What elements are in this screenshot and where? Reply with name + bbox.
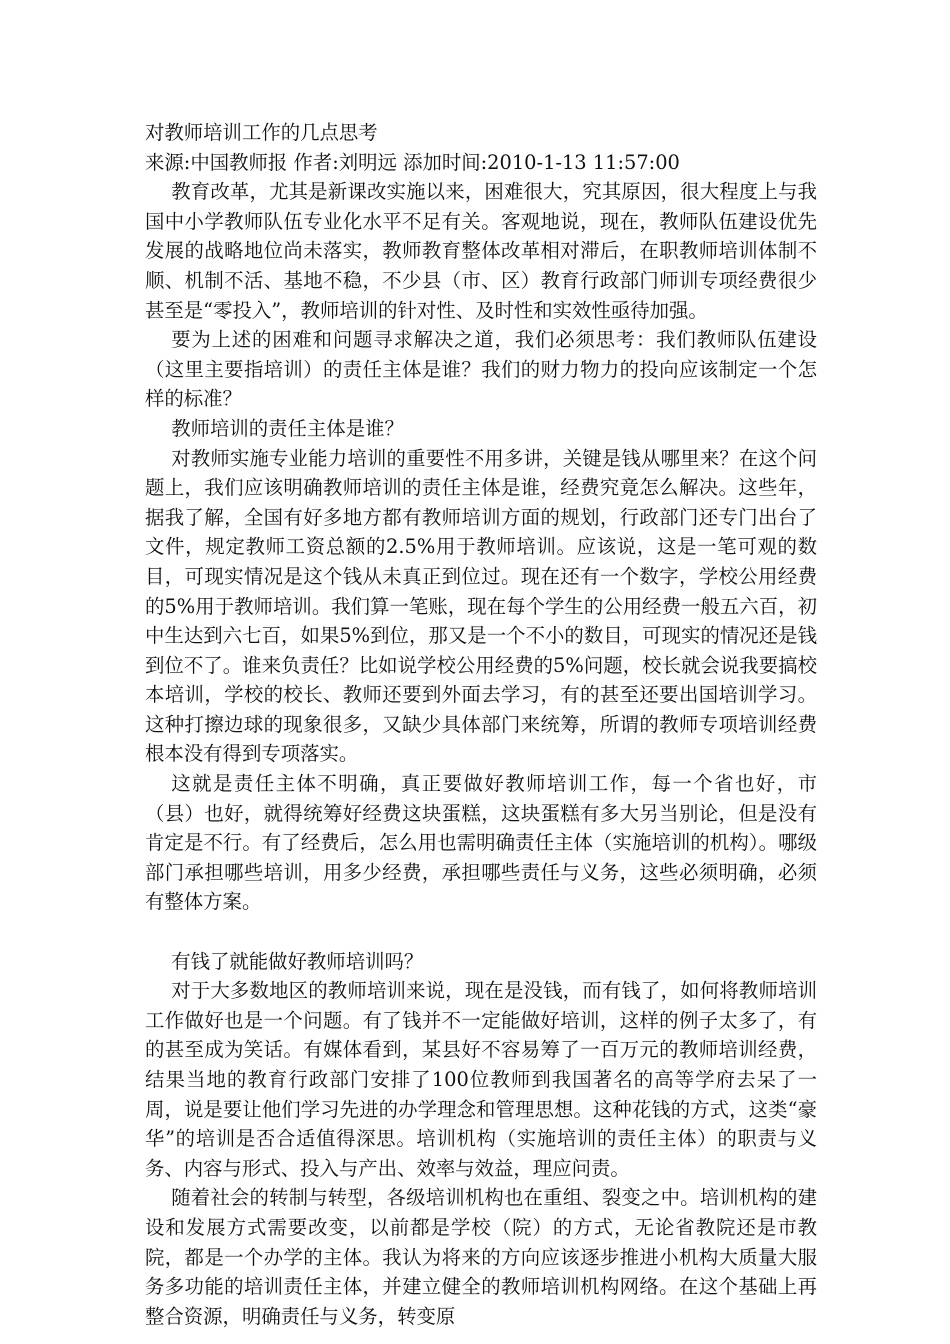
blank-line bbox=[145, 917, 817, 947]
paragraph: 这就是责任主体不明确，真正要做好教师培训工作，每一个省也好，市（县）也好，就得统筹好经费这块蛋糕，这块蛋糕有多大另当别论，但是没有肯定是不行。有了经费后，怎么用也需明确责任主体（实施培训的机构）。哪级部门承担哪些培训，用多少经费，承担哪些责任与义务，这些必须明确，必须有整体方案。 bbox=[145, 772, 817, 914]
article-meta: 来源:中国教师报 作者:刘明远 添加时间:2010-1-13 11:57:00 bbox=[145, 150, 680, 174]
document-page bbox=[145, 118, 817, 1331]
paragraph: 对教师实施专业能力培训的重要性不用多讲，关键是钱从哪里来？在这个问题上，我们应该明确教师培训的责任主体是谁，经费究竟怎么解决。这些年，据我了解，全国有好多地方都有教师培训方面的规划，行政部门还专门出台了文件，规定教师工资总额的2.5%用于教师培训。应该说，这是一笔可观的数目，可现实情况是这个钱从未真正到位过。现在还有一个数字，学校公用经费的5%用于教师培训。我们算一笔账，现在每个学生的公用经费一般五六百，初中生达到六七百，如果5%到位，那又是一个不小的数目，可现实的情况还是钱到位不了。谁来负责任？比如说学校公用经费的5%问题，校长就会说我要搞校本培训，学校的校长、教师还要到外面去学习，有的甚至还要出国培训学习。这种打擦边球的现象很多，又缺少具体部门来统筹，所谓的教师专项培训经费根本没有得到专项落实。 bbox=[145, 446, 817, 766]
section-heading: 有钱了就能做好教师培训吗？ bbox=[171, 949, 424, 973]
paragraph: 要为上述的困难和问题寻求解决之道，我们必须思考：我们教师队伍建设（这里主要指培训）的责任主体是谁？我们的财力物力的投向应该制定一个怎样的标准？ bbox=[145, 328, 817, 411]
article-title: 对教师培训工作的几点思考 bbox=[145, 121, 378, 144]
section-heading: 教师培训的责任主体是谁？ bbox=[171, 416, 404, 440]
paragraph: 随着社会的转制与转型，各级培训机构也在重组、裂变之中。培训机构的建设和发展方式需要改变，以前都是学校（院）的方式，无论省教院还是市教院，都是一个办学的主体。我认为将来的方向应该逐步推进小机构大质量大服务多功能的培训责任主体，并建立健全的教师培训机构网络。在这个基础上再整合资源，明确责任与义务，转变原 bbox=[145, 1186, 817, 1328]
paragraph: 对于大多数地区的教师培训来说，现在是没钱，而有钱了，如何将教师培训工作做好也是一个问题。有了钱并不一定能做好培训，这样的例子太多了，有的甚至成为笑话。有媒体看到，某县好不容易筹了一百万元的教师培训经费，结果当地的教育行政部门安排了100位教师到我国著名的高等学府去呆了一周，说是要让他们学习先进的办学理念和管理思想。这种花钱的方式，这类“豪华”的培训是否合适值得深思。培训机构（实施培训的责任主体）的职责与义务、内容与形式、投入与产出、效率与效益，理应问责。 bbox=[145, 979, 817, 1180]
paragraph: 教育改革，尤其是新课改实施以来，困难很大，究其原因，很大程度上与我国中小学教师队伍专业化水平不足有关。客观地说，现在，教师队伍建设优先发展的战略地位尚未落实，教师教育整体改革相对滞后，在职教师培训体制不顺、机制不活、基地不稳，不少县（市、区）教育行政部门师训专项经费很少甚至是“零投入”，教师培训的针对性、及时性和实效性亟待加强。 bbox=[145, 180, 817, 322]
